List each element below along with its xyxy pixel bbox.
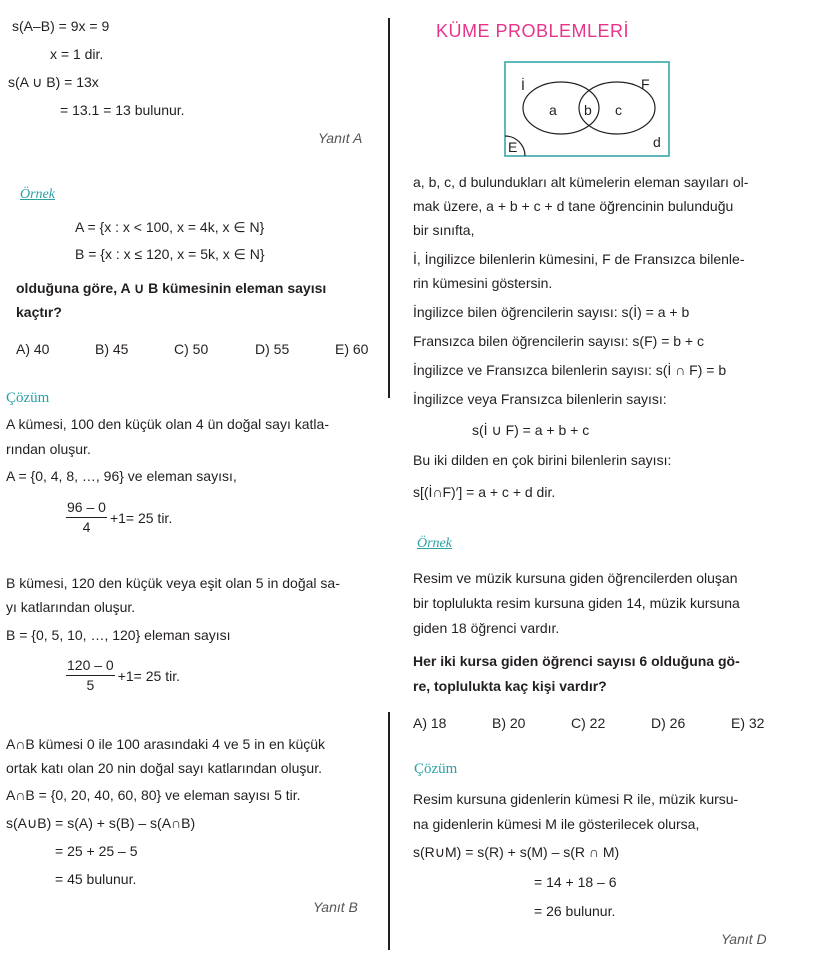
- question-text: kaçtır?: [16, 304, 62, 320]
- paragraph-line: bir sınıfta,: [413, 222, 475, 238]
- venn-region-b: b: [584, 102, 592, 118]
- solution-text: s(R∪M) = s(R) + s(M) – s(R ∩ M): [413, 844, 620, 860]
- answer-label: Yanıt B: [313, 899, 358, 915]
- example-text: Resim ve müzik kursuna giden öğrencilerden oluşan: [413, 570, 738, 586]
- set-definition-a: A = {x : x < 100, x = 4k, x ∈ N}: [75, 219, 265, 235]
- fact-line: Fransızca bilen öğrencilerin sayısı: s(F) = b + c: [413, 333, 704, 349]
- solution-label: Çözüm: [414, 761, 458, 777]
- solution-text: rından oluşur.: [6, 441, 91, 457]
- equation-line: x = 1 dir.: [50, 46, 104, 62]
- equation-line: = 13.1 = 13 bulunur.: [60, 102, 185, 118]
- question-text: re, toplulukta kaç kişi vardır?: [413, 678, 607, 694]
- example-text: giden 18 öğrenci vardır.: [413, 620, 560, 636]
- option-b: B) 45: [95, 341, 129, 357]
- equation-line: s(A ∪ B) = 13x: [8, 74, 99, 90]
- fraction-result: +1= 25 tir.: [109, 509, 173, 526]
- fact-line: s(İ ∪ F) = a + b + c: [472, 422, 590, 438]
- solution-text: = 25 + 25 – 5: [55, 843, 138, 859]
- fraction-result: +1= 25 tir.: [117, 667, 180, 684]
- paragraph-line: a, b, c, d bulundukları alt kümelerin eleman sayıları ol-: [413, 174, 749, 190]
- equation-line: s(A–B) = 9x = 9: [12, 18, 110, 34]
- answer-label: Yanıt D: [721, 931, 767, 947]
- option-d: D) 55: [255, 341, 290, 357]
- fact-line: İngilizce ve Fransızca bilenlerin sayısı: s(İ ∩ F) = b: [413, 362, 727, 378]
- venn-region-c: c: [615, 102, 622, 118]
- fact-line: İngilizce bilen öğrencilerin sayısı: s(İ) = a + b: [413, 304, 690, 320]
- paragraph-line: İ, İngilizce bilenlerin kümesini, F de Fransızca bilenle-: [413, 251, 745, 267]
- fraction-numerator: 120 – 0: [66, 657, 115, 676]
- fraction-b: [66, 657, 180, 694]
- venn-universe-label: E: [508, 139, 518, 155]
- example-text: bir toplulukta resim kursuna giden 14, müzik kursuna: [413, 595, 740, 611]
- solution-text: A = {0, 4, 8, …, 96} ve eleman sayısı,: [6, 468, 237, 484]
- set-definition-b: B = {x : x ≤ 120, x = 5k, x ∈ N}: [75, 246, 265, 262]
- option-c: C) 50: [174, 341, 209, 357]
- answer-label: Yanıt A: [318, 130, 363, 146]
- question-text: Her iki kursa giden öğrenci sayısı 6 olduğuna gö-: [413, 653, 740, 669]
- solution-text: A∩B = {0, 20, 40, 60, 80} ve eleman sayısı 5 tir.: [6, 787, 301, 803]
- fraction-numerator: 96 – 0: [66, 499, 107, 518]
- option-d: D) 26: [651, 715, 686, 731]
- solution-text: A∩B kümesi 0 ile 100 arasındaki 4 ve 5 in en küçük: [6, 736, 326, 752]
- paragraph-line: rin kümesini göstersin.: [413, 275, 553, 291]
- fraction-denominator: 4: [82, 519, 91, 535]
- fact-line: İngilizce veya Fransızca bilenlerin sayısı:: [413, 391, 667, 407]
- section-title: KÜME PROBLEMLERİ: [436, 21, 630, 41]
- fact-line: s[(İ∩F)′] = a + c + d dir.: [413, 484, 556, 500]
- option-c: C) 22: [571, 715, 606, 731]
- option-a: A) 40: [16, 341, 50, 357]
- fraction-a: [66, 499, 172, 536]
- solution-label: Çözüm: [6, 390, 50, 406]
- solution-text: B = {0, 5, 10, …, 120} eleman sayısı: [6, 627, 231, 643]
- solution-text: = 26 bulunur.: [534, 903, 616, 919]
- question-text: olduğuna göre, A ∪ B kümesinin eleman sayısı: [16, 280, 327, 296]
- example-label: Örnek: [417, 536, 452, 551]
- column-divider-bottom: [388, 712, 390, 950]
- venn-diagram: [504, 61, 670, 157]
- solution-text: Resim kursuna gidenlerin kümesi R ile, müzik kursu-: [413, 791, 739, 807]
- example-label: Örnek: [20, 187, 55, 202]
- solution-text: ortak katı olan 20 nin doğal sayı katlarından oluşur.: [6, 760, 322, 776]
- solution-text: = 45 bulunur.: [55, 871, 137, 887]
- solution-text: B kümesi, 120 den küçük veya eşit olan 5 in doğal sa-: [6, 575, 340, 591]
- option-e: E) 32: [731, 715, 765, 731]
- venn-label-f: F: [641, 76, 650, 92]
- solution-text: na gidenlerin kümesi M ile gösterilecek olursa,: [413, 816, 700, 832]
- venn-region-d: d: [653, 134, 661, 150]
- solution-text: A kümesi, 100 den küçük olan 4 ün doğal sayı katla-: [6, 416, 329, 432]
- option-b: B) 20: [492, 715, 526, 731]
- solution-text: = 14 + 18 – 6: [534, 874, 617, 890]
- column-divider-top: [388, 18, 390, 398]
- option-e: E) 60: [335, 341, 369, 357]
- fraction-denominator: 5: [86, 677, 95, 693]
- fact-line: Bu iki dilden en çok birini bilenlerin sayısı:: [413, 452, 672, 468]
- solution-text: s(A∪B) = s(A) + s(B) – s(A∩B): [6, 815, 196, 831]
- venn-region-a: a: [549, 102, 557, 118]
- paragraph-line: mak üzere, a + b + c + d tane öğrencinin bulunduğu: [413, 198, 734, 214]
- option-a: A) 18: [413, 715, 447, 731]
- solution-text: yı katlarından oluşur.: [6, 599, 136, 615]
- venn-label-i: İ: [521, 77, 525, 93]
